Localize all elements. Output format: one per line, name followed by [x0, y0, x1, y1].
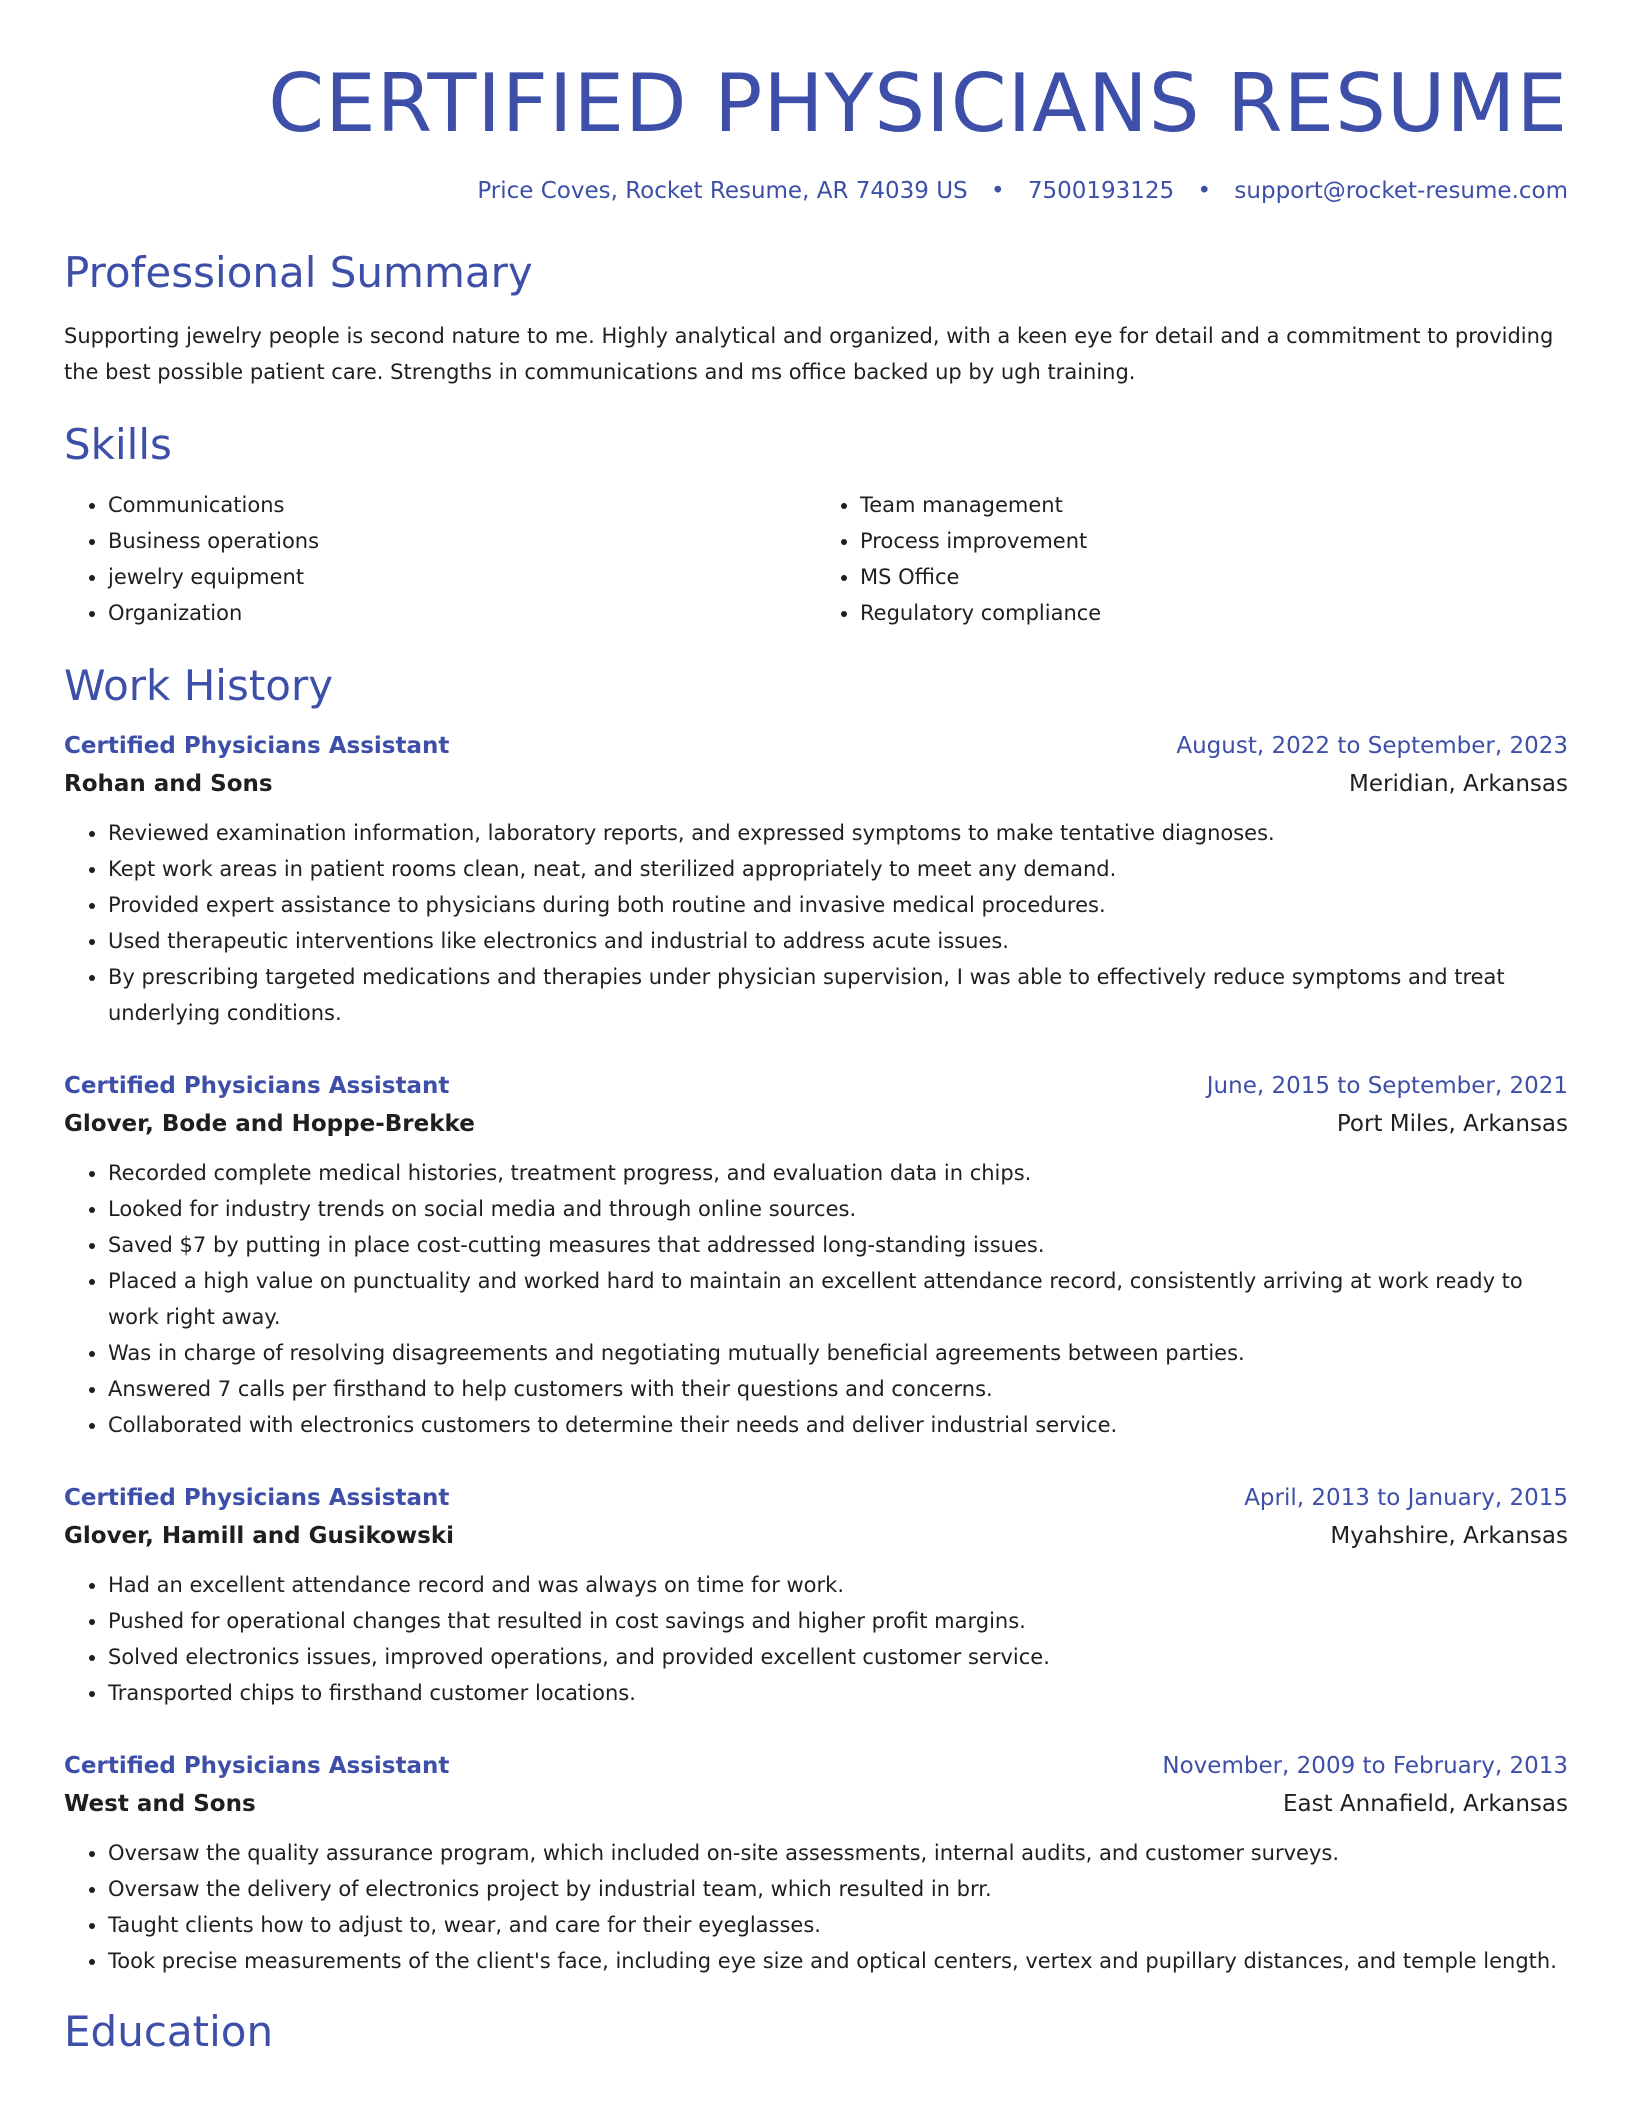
job-bullet: • Transported chips to firsthand customer locations.: [108, 1675, 1568, 1711]
summary-text: Supporting jewelry people is second nature to me. Highly analytical and organized, with a keen eye for detail and a commitment to providing the best possible patient care. Strengths in communications and ms office backed up by ugh training.: [64, 324, 1554, 385]
job-bullet: • Looked for industry trends on social media and through online sources.: [108, 1191, 1568, 1227]
job-bullet: • Had an excellent attendance record and was always on time for work.: [108, 1567, 1568, 1603]
job-company: Glover, Bode and Hoppe-Brekke: [64, 1111, 475, 1138]
job-bullet: • Saved $7 by putting in place cost-cutting measures that addressed long-standing issues.: [108, 1227, 1568, 1263]
job-bullet: • Placed a high value on punctuality and worked hard to maintain an excellent attendance record, consistently arriving at work ready to work right away.: [108, 1263, 1568, 1335]
job-dates: June, 2015 to September, 2021: [1206, 1073, 1568, 1100]
job-location: Myahshire, Arkansas: [1330, 1523, 1568, 1550]
job-location: Port Miles, Arkansas: [1336, 1111, 1568, 1138]
skills-list: [64, 487, 1568, 631]
resume-page: [64, 40, 1568, 2058]
job-dates: November, 2009 to February, 2013: [1162, 1753, 1568, 1780]
job-company: Glover, Hamill and Gusikowski: [64, 1523, 455, 1550]
education-heading: Education: [64, 2007, 274, 2057]
skill-item: • MS Office: [860, 559, 1568, 595]
resume-title: CERTIFIED PHYSICIANS RESUME: [268, 57, 1568, 150]
contact-address: Price Coves, Rocket Resume, AR 74039 US: [477, 178, 968, 204]
job-dates: August, 2022 to September, 2023: [1176, 733, 1568, 760]
job-bullet: • Took precise measurements of the client's face, including eye size and optical centers, vertex and pupillary distances, and temple length.: [108, 1943, 1568, 1979]
job-entry: [64, 727, 1568, 1031]
job-bullets: [64, 1835, 1568, 1979]
skills-column-left: [64, 487, 816, 631]
job-bullet: • Solved electronics issues, improved operations, and provided excellent customer service.: [108, 1639, 1568, 1675]
job-bullet: • Oversaw the delivery of electronics project by industrial team, which resulted in brr.: [108, 1871, 1568, 1907]
job-entry: [64, 1747, 1568, 1979]
job-company: Rohan and Sons: [64, 771, 273, 798]
contact-email[interactable]: support@rocket-resume.com: [1234, 178, 1568, 204]
contact-separator: •: [1197, 178, 1212, 204]
skill-item: • Communications: [108, 487, 816, 523]
job-title: Certified Physicians Assistant: [64, 1753, 450, 1780]
skill-item: • Regulatory compliance: [860, 595, 1568, 631]
job-bullet: • Reviewed examination information, laboratory reports, and expressed symptoms to make tentative diagnoses.: [108, 815, 1568, 851]
job-title: Certified Physicians Assistant: [64, 1485, 450, 1512]
job-location: Meridian, Arkansas: [1349, 771, 1568, 798]
job-bullets: [64, 815, 1568, 1031]
job-dates: April, 2013 to January, 2015: [1244, 1485, 1568, 1512]
skill-item: • jewelry equipment: [108, 559, 816, 595]
summary-heading: Professional Summary: [64, 248, 533, 297]
job-bullet: • Answered 7 calls per firsthand to help customers with their questions and concerns.: [108, 1371, 1568, 1407]
job-location: East Annafield, Arkansas: [1282, 1791, 1568, 1818]
job-bullet: • Collaborated with electronics customers to determine their needs and deliver industrial service.: [108, 1407, 1568, 1443]
work-history-heading: Work History: [64, 660, 334, 710]
job-title: Certified Physicians Assistant: [64, 1073, 450, 1100]
job-bullet: • Recorded complete medical histories, treatment progress, and evaluation data in chips.: [108, 1155, 1568, 1191]
skill-item: • Process improvement: [860, 523, 1568, 559]
job-title: Certified Physicians Assistant: [64, 733, 450, 760]
job-bullet: • Pushed for operational changes that resulted in cost savings and higher profit margins.: [108, 1603, 1568, 1639]
job-bullet: • Was in charge of resolving disagreements and negotiating mutually beneficial agreements between parties.: [108, 1335, 1568, 1371]
skill-item: • Business operations: [108, 523, 816, 559]
job-bullet: • Used therapeutic interventions like electronics and industrial to address acute issues.: [108, 923, 1568, 959]
job-entry: [64, 1067, 1568, 1443]
contact-separator: •: [990, 178, 1005, 204]
job-entry: [64, 1479, 1568, 1711]
skills-heading: Skills: [64, 420, 172, 470]
job-company: West and Sons: [64, 1791, 256, 1818]
job-bullets: [64, 1567, 1568, 1711]
job-bullet: • By prescribing targeted medications and therapies under physician supervision, I was able to effectively reduce symptoms and treat underlying conditions.: [108, 959, 1568, 1031]
contact-phone: 7500193125: [1027, 178, 1175, 204]
skill-item: • Team management: [860, 487, 1568, 523]
job-bullet: • Taught clients how to adjust to, wear, and care for their eyeglasses.: [108, 1907, 1568, 1943]
job-bullet: • Oversaw the quality assurance program, which included on-site assessments, internal audits, and customer surveys.: [108, 1835, 1568, 1871]
contact-line: [64, 178, 1568, 204]
job-bullets: [64, 1155, 1568, 1443]
skill-item: • Organization: [108, 595, 816, 631]
skills-column-right: [816, 487, 1568, 631]
job-bullet: • Provided expert assistance to physicians during both routine and invasive medical procedures.: [108, 887, 1568, 923]
job-bullet: • Kept work areas in patient rooms clean, neat, and sterilized appropriately to meet any demand.: [108, 851, 1568, 887]
